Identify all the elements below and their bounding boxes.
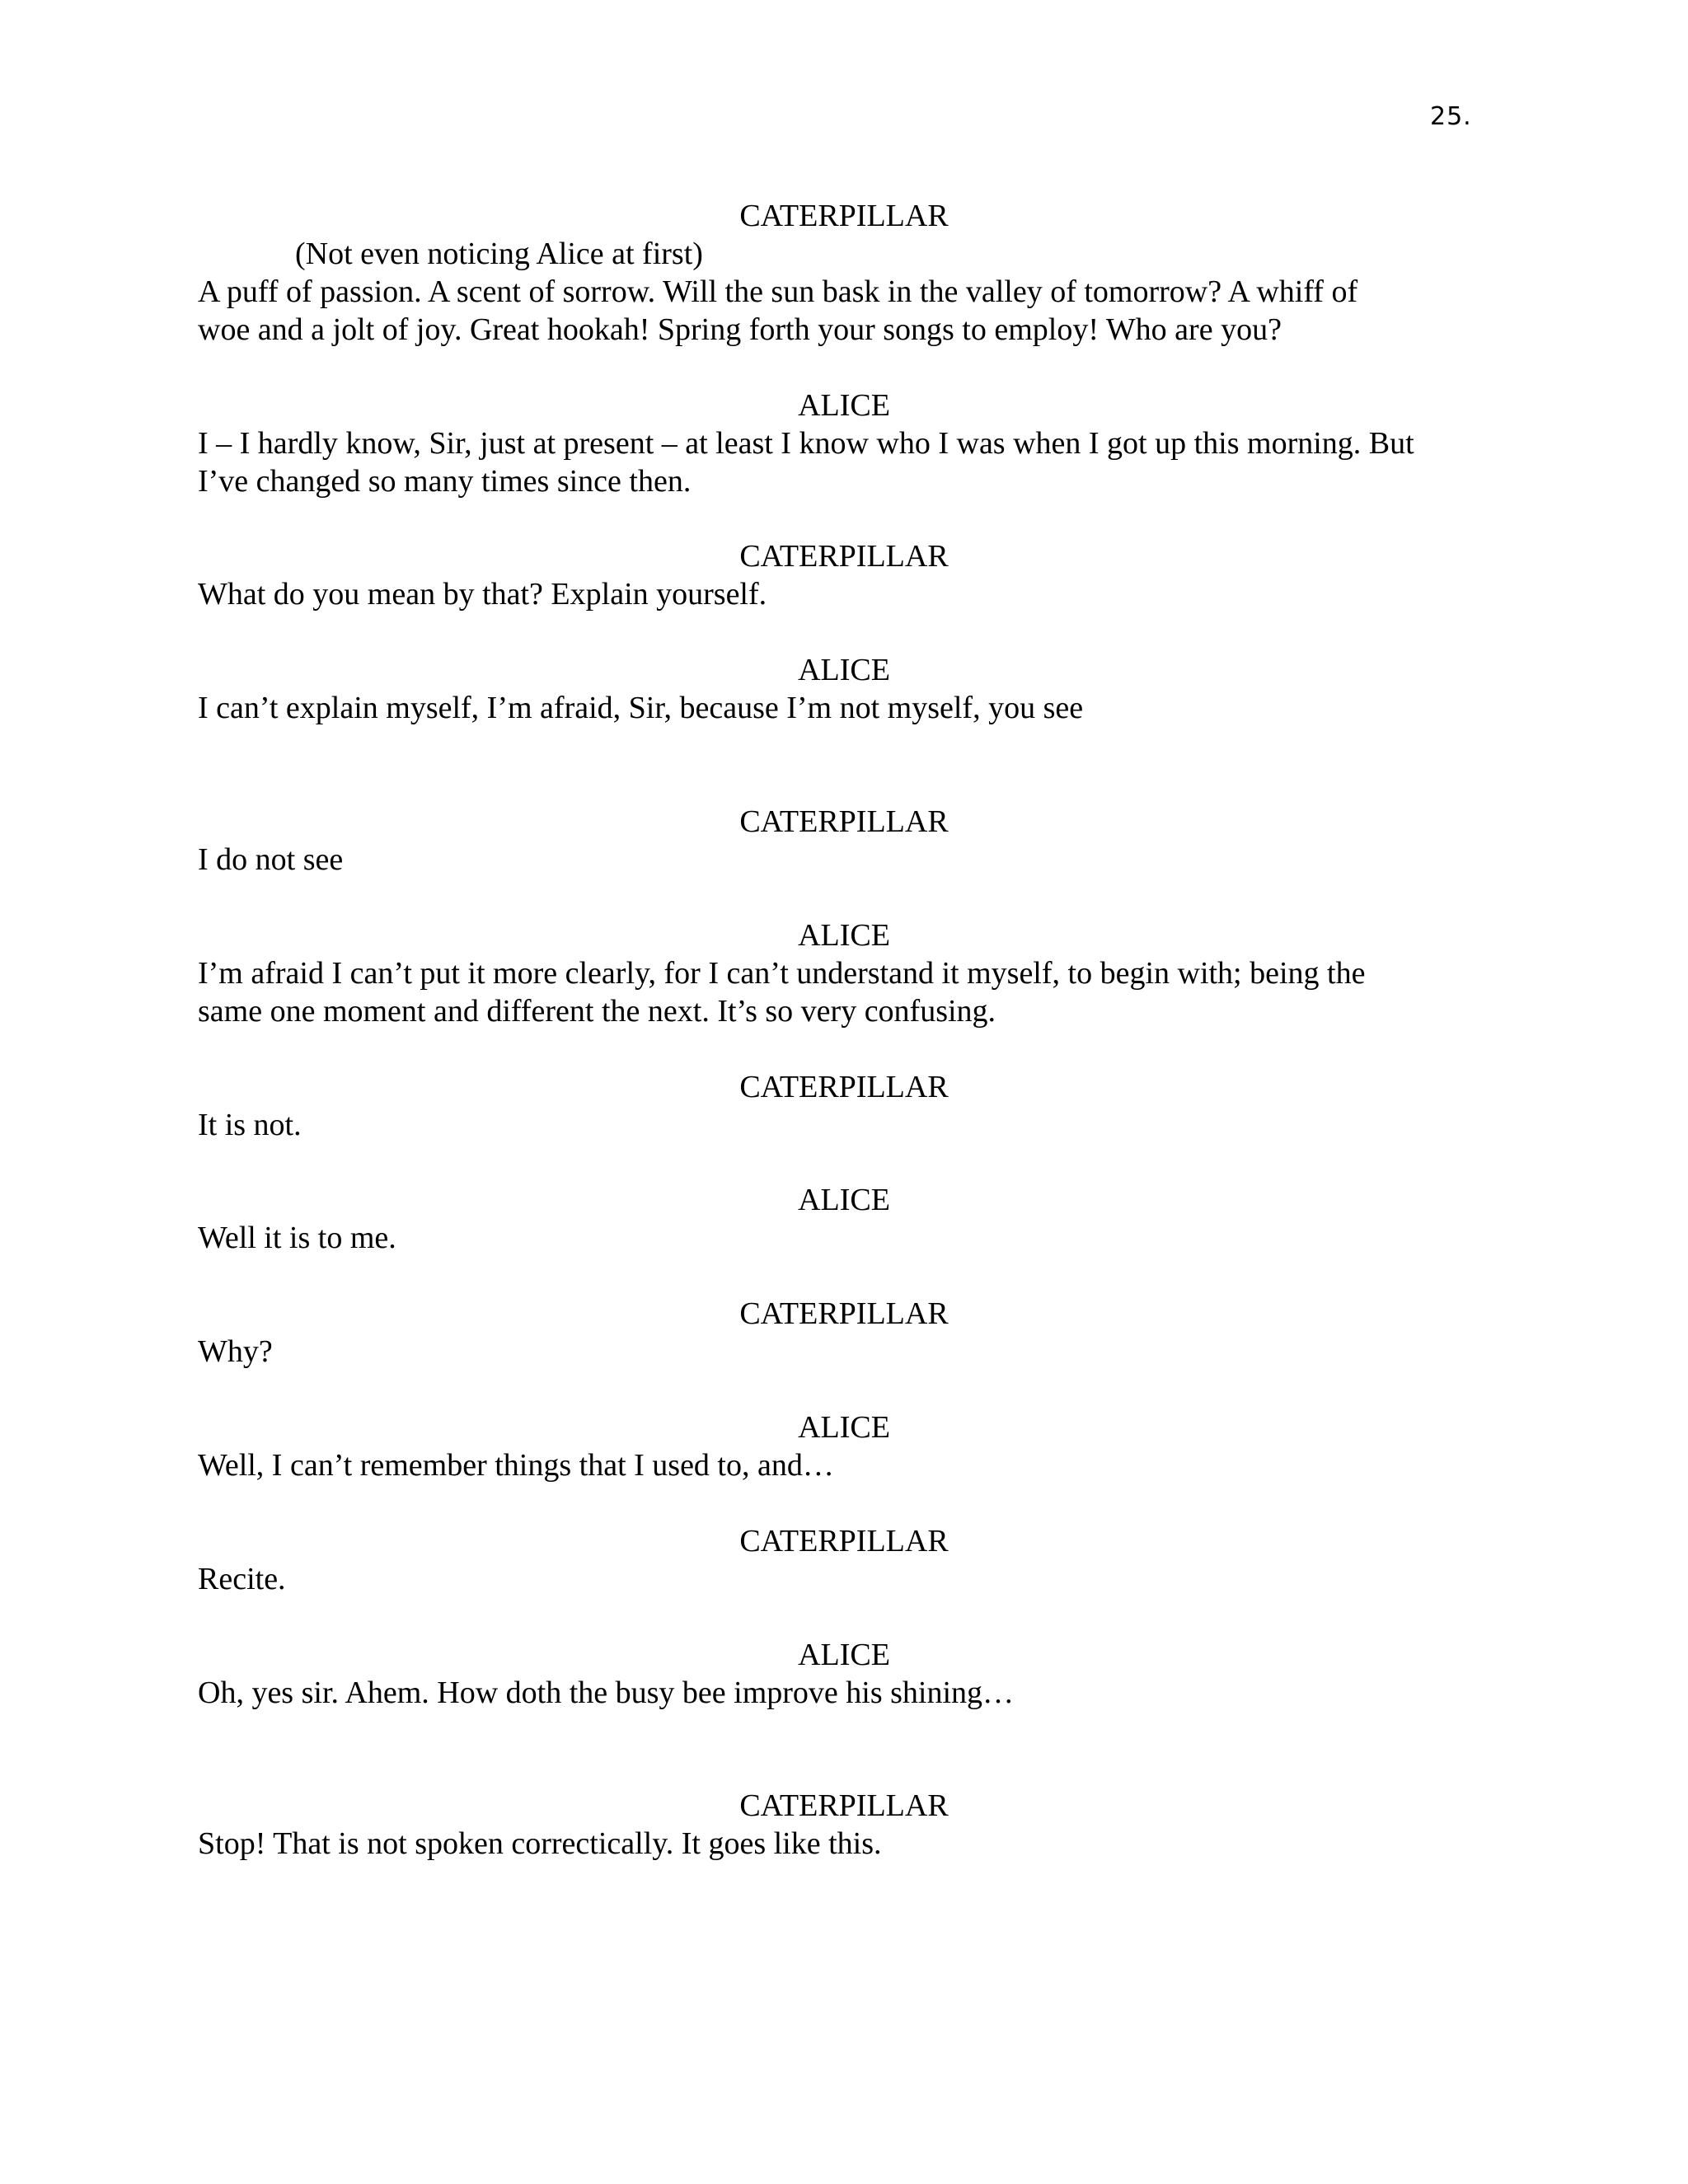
dialogue-line: Well, I can’t remember things that I used to, and…: [198, 1448, 834, 1483]
character-name: ALICE: [798, 1183, 890, 1217]
dialogue-line: A puff of passion. A scent of sorrow. Will the sun bask in the valley of tomorrow? A whiff of: [198, 274, 1358, 309]
parenthetical: (Not even noticing Alice at first): [295, 237, 703, 271]
character-name: CATERPILLAR: [739, 804, 949, 839]
character-name: CATERPILLAR: [739, 539, 949, 574]
dialogue-line: I do not see: [198, 842, 344, 877]
dialogue-line: I – I hardly know, Sir, just at present – at least I know who I was when I got up this morning. But: [198, 426, 1414, 461]
character-name: CATERPILLAR: [739, 199, 949, 233]
character-name: ALICE: [798, 1638, 890, 1672]
dialogue-line: It is not.: [198, 1108, 302, 1142]
character-name: CATERPILLAR: [739, 1070, 949, 1104]
character-name: CATERPILLAR: [739, 1788, 949, 1823]
dialogue-line: same one moment and different the next. It’s so very confusing.: [198, 994, 996, 1029]
dialogue-line: I’ve changed so many times since then.: [198, 464, 692, 499]
dialogue-line: woe and a jolt of joy. Great hookah! Spring forth your songs to employ! Who are you?: [198, 312, 1282, 347]
dialogue-line: I’m afraid I can’t put it more clearly, for I can’t understand it myself, to begin with; being the: [198, 956, 1366, 991]
character-name: ALICE: [798, 388, 890, 423]
dialogue-line: Recite.: [198, 1562, 286, 1596]
character-name: CATERPILLAR: [739, 1296, 949, 1331]
dialogue-line: What do you mean by that? Explain yourself.: [198, 577, 767, 612]
dialogue-line: I can’t explain myself, I’m afraid, Sir, because I’m not myself, you see: [198, 691, 1084, 725]
dialogue-line: Why?: [198, 1334, 273, 1369]
character-name: ALICE: [798, 918, 890, 953]
dialogue-line: Oh, yes sir. Ahem. How doth the busy bee improve his shining…: [198, 1675, 1015, 1710]
dialogue-line: Stop! That is not spoken correctically. It goes like this.: [198, 1826, 882, 1861]
page-number: 25.: [1430, 102, 1472, 131]
character-name: ALICE: [798, 1410, 890, 1445]
character-name: CATERPILLAR: [739, 1524, 949, 1558]
character-name: ALICE: [798, 653, 890, 687]
dialogue-line: Well it is to me.: [198, 1221, 396, 1255]
